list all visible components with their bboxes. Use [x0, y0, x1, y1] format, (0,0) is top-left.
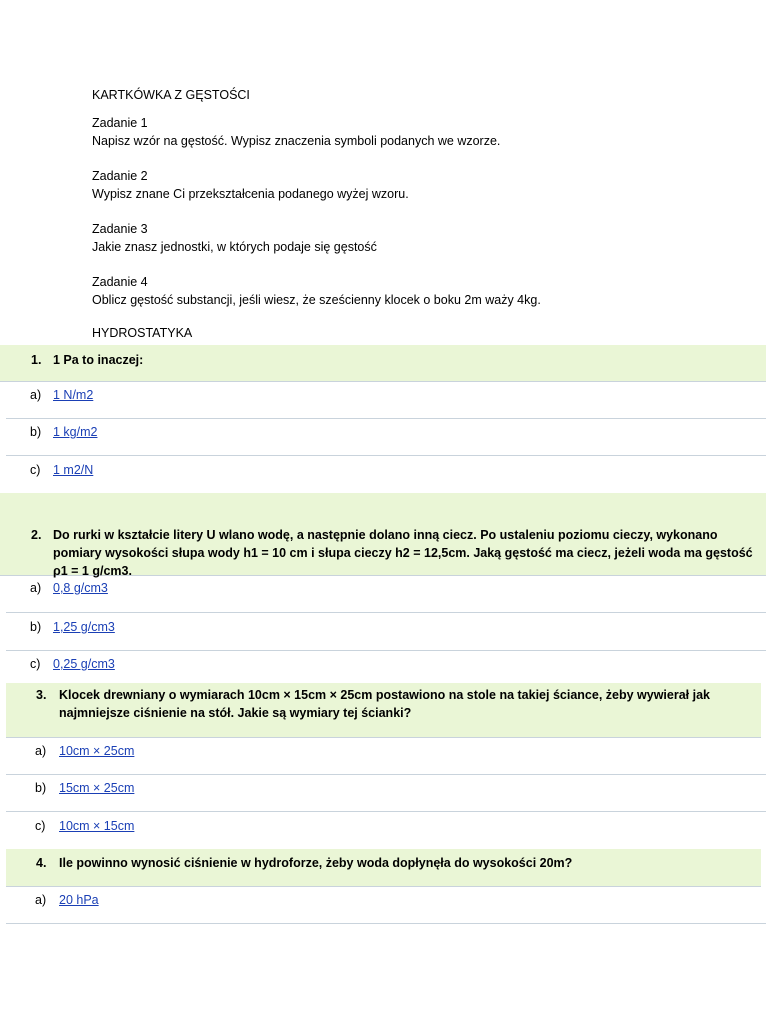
task-text: Jakie znasz jednostki, w których podaje się gęstość — [92, 240, 377, 254]
answer-row — [6, 775, 766, 812]
task-1 — [92, 114, 752, 150]
answer-row — [6, 613, 766, 651]
answer-letter: b) — [30, 425, 42, 439]
answer-row — [6, 419, 766, 456]
question-row — [6, 683, 761, 738]
question-row — [0, 493, 766, 576]
question-row — [6, 849, 761, 887]
question-text: Do rurki w kształcie litery U wlano wodę, a następnie dolano inną ciecz. Po ustaleniu poziomu cieczy, wykonano pomiary wysokości słupa wody h1 = 10 cm i słupa cieczy h2 = 12,5cm. Jaką gęstość ma ciecz, jeżeli woda ma gęstość ρ1 = 1 g/cm3. — [53, 528, 753, 578]
answer-row — [6, 651, 766, 683]
answer-link[interactable]: 1 m2/N — [53, 463, 94, 477]
answer-row — [6, 738, 766, 775]
quiz-intro — [92, 86, 752, 342]
answer-link[interactable]: 0,8 g/cm3 — [53, 581, 108, 595]
question-number: 4. — [36, 856, 47, 870]
question-text: 1 Pa to inaczej: — [53, 353, 144, 367]
answer-row — [6, 812, 766, 849]
answer-letter: b) — [35, 781, 47, 795]
task-heading: Zadanie 4 — [92, 275, 148, 289]
question-number: 3. — [36, 688, 47, 702]
section-heading: HYDROSTATYKA — [92, 326, 193, 340]
quiz-title: KARTKÓWKA Z GĘSTOŚCI — [92, 88, 250, 102]
answer-row — [6, 456, 766, 493]
answer-row — [6, 382, 766, 419]
answer-letter: a) — [35, 893, 47, 907]
answer-link[interactable]: 15cm × 25cm — [59, 781, 135, 795]
task-text: Wypisz znane Ci przekształcenia podanego wyżej wzoru. — [92, 187, 409, 201]
answer-link[interactable]: 1 kg/m2 — [53, 425, 98, 439]
task-heading: Zadanie 1 — [92, 116, 148, 130]
answer-link[interactable]: 10cm × 15cm — [59, 819, 135, 833]
question-text: Ile powinno wynosić ciśnienie w hydroforze, żeby woda dopłynęła do wysokości 20m? — [59, 856, 573, 870]
question-number: 2. — [31, 528, 42, 542]
answer-letter: c) — [30, 463, 41, 477]
task-heading: Zadanie 3 — [92, 222, 148, 236]
answer-letter: a) — [35, 744, 47, 758]
question-row — [0, 345, 766, 382]
question-text: Klocek drewniany o wymiarach 10cm × 15cm × 25cm postawiono na stole na takiej ściance, żeby wywierał jak najmniejsze ciśnienie na stół. Jakie są wymiary tej ścianki? — [59, 688, 710, 720]
task-4 — [92, 273, 752, 309]
answer-link[interactable]: 0,25 g/cm3 — [53, 657, 115, 671]
answer-link[interactable]: 20 hPa — [59, 893, 99, 907]
answer-letter: b) — [30, 620, 42, 634]
task-text: Napisz wzór na gęstość. Wypisz znaczenia symboli podanych we wzorze. — [92, 134, 501, 148]
answer-row — [6, 887, 766, 924]
answer-letter: c) — [35, 819, 46, 833]
task-text: Oblicz gęstość substancji, jeśli wiesz, że sześcienny klocek o boku 2m waży 4kg. — [92, 293, 541, 307]
task-3 — [92, 220, 752, 256]
question-number: 1. — [31, 353, 42, 367]
task-heading: Zadanie 2 — [92, 169, 148, 183]
answer-link[interactable]: 1,25 g/cm3 — [53, 620, 115, 634]
answer-letter: c) — [30, 657, 41, 671]
answer-letter: a) — [30, 388, 42, 402]
task-2 — [92, 167, 752, 203]
answer-letter: a) — [30, 581, 42, 595]
answer-link[interactable]: 1 N/m2 — [53, 388, 94, 402]
answer-link[interactable]: 10cm × 25cm — [59, 744, 135, 758]
answer-row — [6, 576, 766, 613]
